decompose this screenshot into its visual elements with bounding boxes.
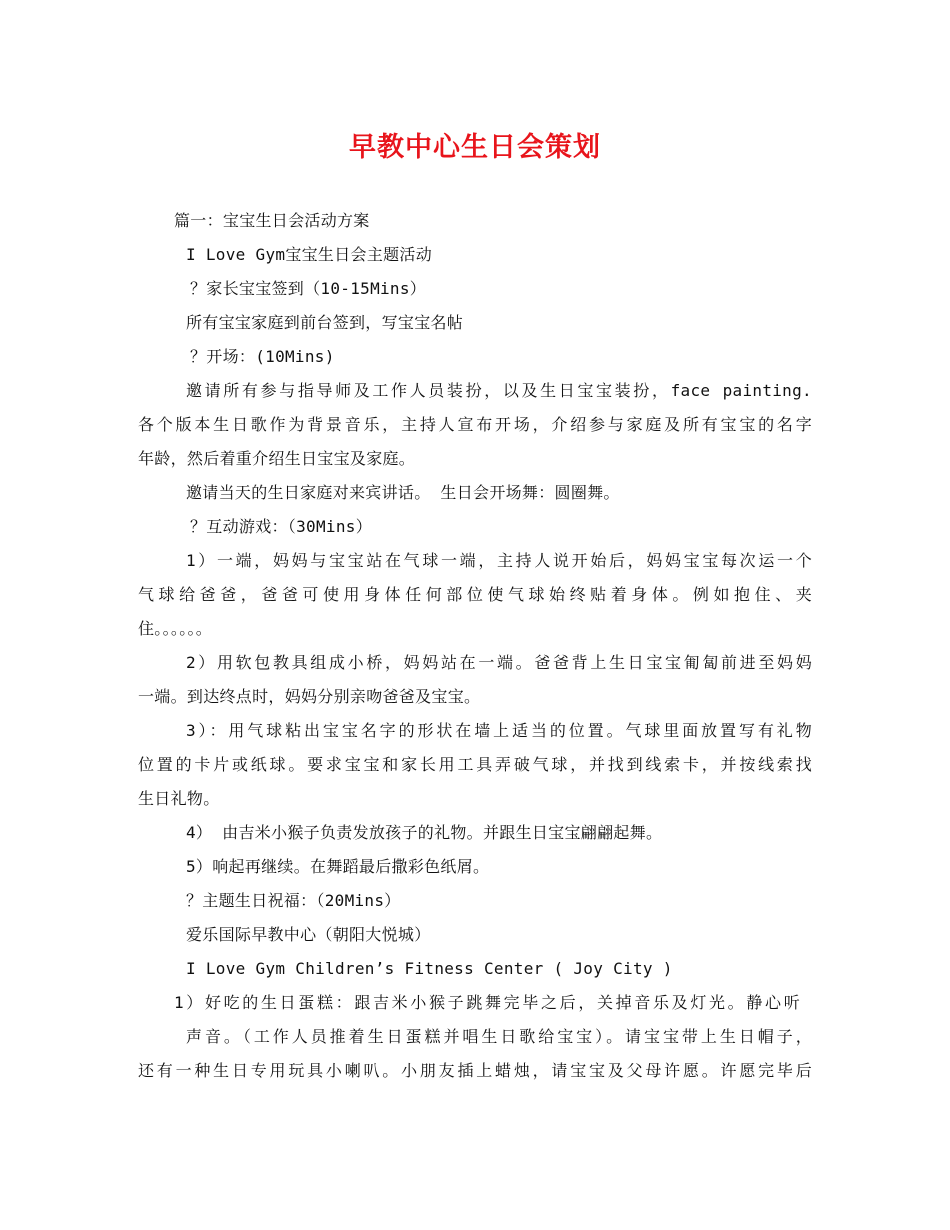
game-item: 3）：用气球粘出宝宝名字的形状在墙上适当的位置。气球里面放置写有礼物 [186,721,812,740]
paragraph-line: 还有一种生日专用玩具小喇叭。小朋友插上蜡烛，请宝宝及父母许愿。许愿完毕后 [138,1061,812,1080]
center-name-english: I Love Gym Children’s Fitness Center ( Joy City ) [186,959,673,978]
game-item: 4） 由吉米小猴子负责发放孩子的礼物。并跟生日宝宝翩翩起舞。 [186,823,663,842]
game-item: 2）用软包教具组成小桥，妈妈站在一端。爸爸背上生日宝宝匍匐前进至妈妈 [186,653,812,672]
paragraph-line: 生日礼物。 [138,789,220,808]
agenda-item-games: ？互动游戏：（30Mins） [190,517,372,536]
document-title: 早教中心生日会策划 [349,132,601,163]
paragraph-line: 年龄，然后着重介绍生日宝宝及家庭。 [138,449,416,468]
game-item: 5）响起再继续。在舞蹈最后撒彩色纸屑。 [186,857,490,876]
paragraph-line: 气球给爸爸，爸爸可使用身体任何部位使气球始终贴着身体。例如抱住、夹 [138,585,812,604]
paragraph-line: 所有宝宝家庭到前台签到，写宝宝名帖 [186,313,464,332]
paragraph-line: 各个版本生日歌作为背景音乐，主持人宣布开场，介绍参与家庭及所有宝宝的名字 [138,415,812,434]
paragraph-line: 一端。到达终点时，妈妈分别亲吻爸爸及宝宝。 [138,687,481,706]
agenda-item-blessing: ？主题生日祝福：（20Mins） [186,891,401,910]
activity-title: I Love Gym宝宝生日会主题活动 [186,245,433,264]
paragraph-line: 位置的卡片或纸球。要求宝宝和家长用工具弄破气球，并找到线索卡，并按线索找 [138,755,812,774]
game-item: 1）一端，妈妈与宝宝站在气球一端，主持人说开始后，妈妈宝宝每次运一个 [186,551,812,570]
agenda-item-opening: ？开场：(10Mins) [190,347,335,366]
paragraph-line: 邀请所有参与指导师及工作人员装扮，以及生日宝宝装扮，face painting. [186,381,812,400]
center-name: 爱乐国际早教中心（朝阳大悦城） [186,925,431,944]
paragraph-line: 邀请当天的生日家庭对来宾讲话。 生日会开场舞：圆圈舞。 [186,483,620,502]
agenda-item-signin: ？家长宝宝签到（10-15Mins） [190,279,427,298]
section-heading: 篇一：宝宝生日会活动方案 [174,211,370,230]
blessing-item: 1）好吃的生日蛋糕：跟吉米小猴子跳舞完毕之后，关掉音乐及灯光。静心听 [174,993,800,1012]
paragraph-line: 声音。（工作人员推着生日蛋糕并唱生日歌给宝宝）。请宝宝带上生日帽子， [186,1027,812,1046]
paragraph-line: 住。。。。。。 [138,619,213,638]
